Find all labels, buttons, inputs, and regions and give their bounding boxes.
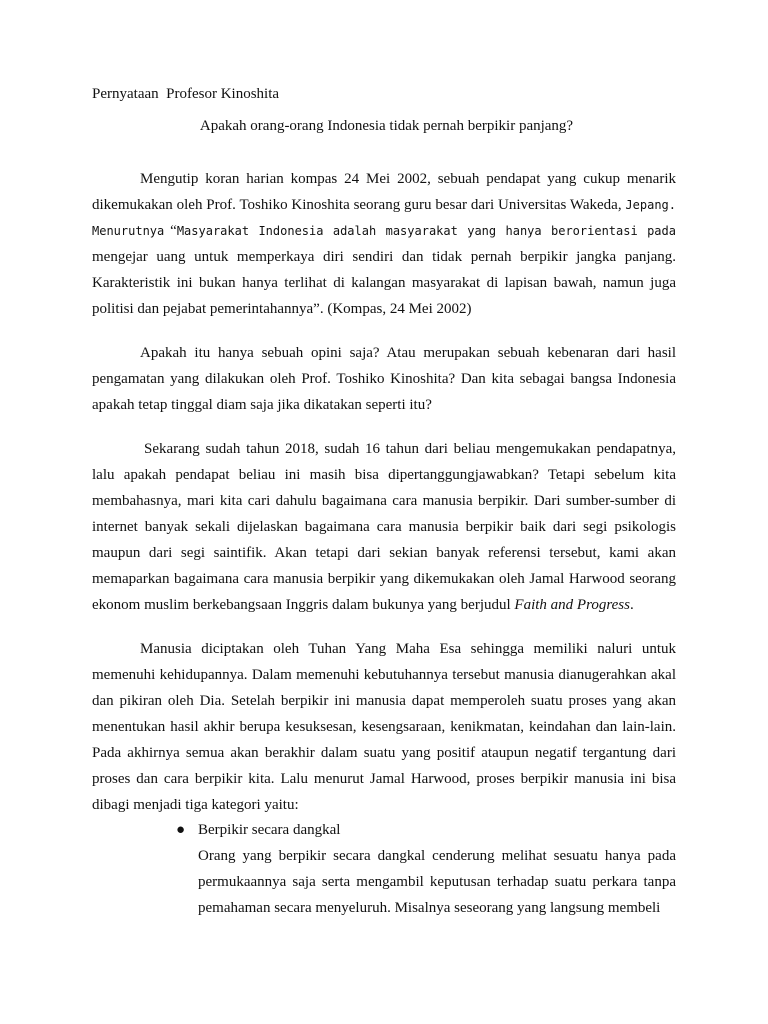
bullet-heading: Berpikir secara dangkal xyxy=(198,822,341,838)
paragraph-3-end: . xyxy=(629,597,634,613)
paragraph-2: Apakah itu hanya sebuah opini saja? Atau merupakan sebuah kebenaran dari hasil pengamatan yang dilakukan oleh Prof. Toshiko Kinoshita? Dan kita sebagai bangsa Indonesia apakah tetap tinggal diam saja jika dikatakan seperti itu? xyxy=(92,345,676,413)
paragraph-4: Manusia diciptakan oleh Tuhan Yang Maha Esa sehingga memiliki naluri untuk memenuhi kehidupannya. Dalam memenuhi kebutuhannya tersebut manusia dianugerahkan akal dan pikiran oleh Dia. Setelah berpikir ini manusia dapat memperoleh suatu proses yang akan menentukan hasil akhir berupa kesuksesan, kesengsaraan, kenikmatan, keindahan dan lain-lain. Pada akhirnya semua akan berakhir dalam suatu yang positif ataupun negatif tergantung dari proses dan cara berpikir kita. Lalu menurut Jamal Harwood, proses berpikir manusia ini bisa dibagi menjadi tiga kategori yaitu: xyxy=(92,641,676,813)
paragraph-3 xyxy=(92,436,676,618)
bullet-text: Orang yang berpikir secara dangkal cenderung melihat sesuatu hanya pada permukaannya saja serta mengambil keputusan terhadap suatu perkara tanpa pemahaman secara menyeluruh. Misalnya seseorang yang langsung membeli xyxy=(198,848,676,916)
document-body xyxy=(92,166,676,836)
book-title: Faith and Progress xyxy=(514,597,630,613)
bullet-item xyxy=(176,817,676,843)
paragraph-3-text: Sekarang sudah tahun 2018, sudah 16 tahun dari beliau mengemukakan pendapatnya, lalu apakah pendapat beliau ini masih bisa dipertanggungjawabkan? Tetapi sebelum kita membahasnya, mari kita cari dahulu bagaimana cara manusia berpikir. Dari sumber-sumber di internet banyak sekali dijelaskan bagaimana cara manusia berpikir baik dari segi psikologis maupun dari segi saintifik. Akan tetapi dari sekian banyak referensi tersebut, kami akan memaparkan bagaimana cara manusia berpikir yang dikemukakan oleh Jamal Harwood seorang ekonom muslim berkebangsaan Inggris dalam bukunya yang berjudul xyxy=(92,441,676,613)
document-title: Pernyataan Profesor Kinoshita xyxy=(92,86,280,102)
paragraph-1-quote: Masyarakat Indonesia adalah masyarakat yang hanya berorientasi pada xyxy=(176,224,676,238)
bullet-list xyxy=(176,817,676,921)
document-subtitle: Apakah orang-orang Indonesia tidak pernah berpikir panjang? xyxy=(199,118,574,134)
paragraph-1-part-e: mengejar uang untuk memperkaya diri sendiri dan tidak pernah berpikir jangka panjang. Karakteristik ini bukan hanya terlihat di kalangan masyarakat di lapisan bawah, namun juga politisi dan pejabat pemerintahannya”. (Kompas, 24 Mei 2002) xyxy=(92,249,676,317)
paragraph-1-part-a: Mengutip koran harian kompas 24 Mei 2002, sebuah pendapat yang cukup menarik dikemukakan oleh Prof. Toshiko Kinoshita seorang guru besar dari Universitas Wakeda, xyxy=(92,171,676,213)
paragraph-1 xyxy=(92,166,676,322)
paragraph-1-part-c: “ xyxy=(164,223,177,239)
bullet-icon: ● xyxy=(176,822,186,838)
paragraph-1-part-b: Jepang. Menurutnya xyxy=(92,198,676,238)
